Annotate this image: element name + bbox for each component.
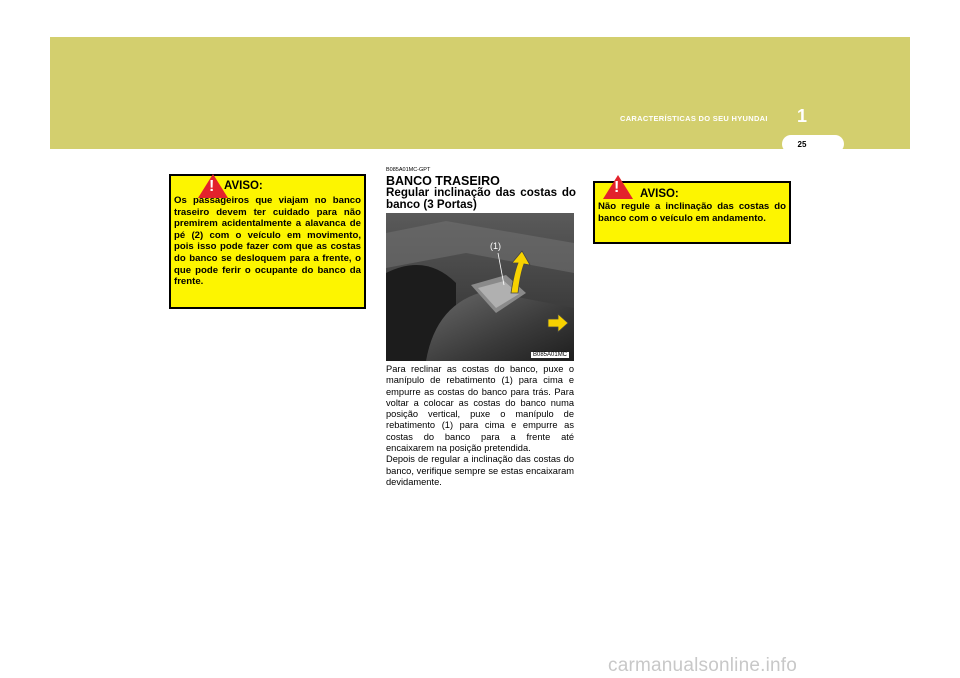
seat-illustration [386,213,574,361]
warning-triangle-icon: ! [198,174,228,198]
chapter-title: CARACTERÍSTICAS DO SEU HYUNDAI [620,114,768,123]
warning-text: Os passageiros que viajam no banco traseiro devem ter cuidado para não premirem acidentalmente a alavanca de pé (2) com o veículo em movimento, pois isso pode fazer com que as costas do banco se desloquem para a frente, o que pode ferir o ocupante do banco da frente. [174,195,361,288]
warning-title: AVISO: [640,188,679,200]
warning-triangle-icon: ! [603,175,633,199]
figure-caption: B085A01MC [533,352,568,358]
warning-text: Não regule a inclinação das costas do banco com o veículo em andamento. [598,201,786,224]
warning-title: AVISO: [224,180,263,192]
body-text [386,364,574,488]
body-paragraph: Para reclinar as costas do banco, puxe o manípulo de rebatimento (1) para cima e empurre as costas do banco para trás. Para voltar a colocar as costas do banco numa posição vertical, puxe o manípulo de rebatimento (1) para cima e empurre as costas do banco para a frente até encaixarem na posição pretendida. [386,364,574,454]
body-paragraph: Depois de regular a inclinação das costas do banco, verifique sempre se estas encaixaram devidamente. [386,454,574,487]
chapter-number: 1 [797,106,808,126]
watermark[interactable]: carmanualsonline.info [608,655,798,676]
section-title: BANCO TRASEIRO [386,174,500,188]
section-code: B085A01MC-GPT [386,167,431,173]
header-band [50,37,910,149]
seat-figure [386,213,574,361]
subsection-title: Regular inclinação das costas do banco (3 Portas) [386,186,576,211]
page-number: 25 [797,140,807,149]
figure-callout: (1) [490,241,501,251]
warning-box-right [593,181,791,244]
warning-box-left [169,174,366,309]
